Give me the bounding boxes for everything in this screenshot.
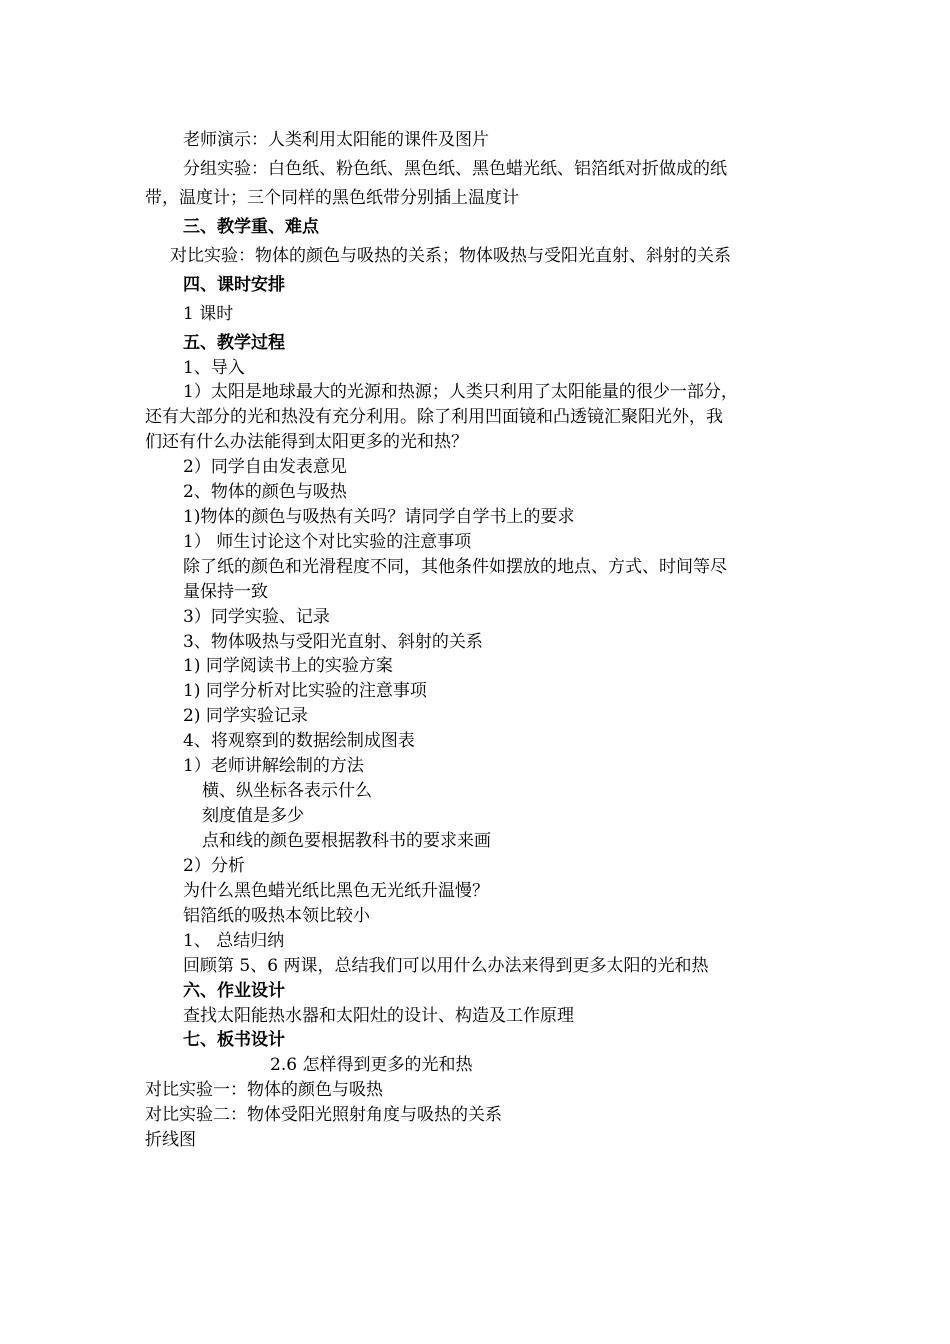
text-line-scale: 刻度值是多少 [202, 806, 304, 826]
text-line-sun-source-cont1: 还有大部分的光和热没有充分利用。除了利用凹面镜和凸透镜汇聚阳光外，我 [145, 407, 723, 427]
text-line-axes: 横、纵坐标各表示什么 [202, 781, 372, 801]
text-line-group-experiment: 分组实验：白色纸、粉色纸、黑色纸、黑色蜡光纸、铝箔纸对折做成的纸 [183, 159, 727, 179]
text-line-summary: 1、 总结归纳 [183, 931, 285, 951]
text-line-why-question: 为什么黑色蜡光纸比黑色无光纸升温慢？ [183, 881, 489, 901]
section-heading-schedule: 四、课时安排 [183, 275, 285, 295]
text-line-schedule: 1 课时 [183, 304, 234, 324]
text-line-colors: 点和线的颜色要根据教科书的要求来画 [202, 831, 491, 851]
text-line-analyze-notes: 1) 同学分析对比实验的注意事项 [183, 681, 427, 701]
text-line-color-heat-question: 1)物体的颜色与吸热有关吗？请同学自学书上的要求 [183, 507, 575, 527]
section-heading-blackboard: 七、板书设计 [183, 1030, 285, 1050]
section-heading-process: 五、教学过程 [183, 333, 285, 353]
text-line-free-opinion: 2）同学自由发表意见 [183, 457, 347, 477]
text-line-read-plan: 1) 同学阅读书上的实验方案 [183, 656, 393, 676]
text-line-discussion: 1） 师生讨论这个对比实验的注意事项 [183, 532, 472, 552]
text-line-conditions-cont: 量保持一致 [183, 582, 268, 602]
text-line-analysis: 2）分析 [183, 856, 245, 876]
text-line-sun-source: 1）太阳是地球最大的光源和热源；人类只利用了太阳能量的很少一部分， [183, 382, 738, 402]
text-line-color-heat: 2、物体的颜色与吸热 [183, 482, 347, 502]
blackboard-line-line-chart: 折线图 [145, 1130, 196, 1150]
section-heading-homework: 六、作业设计 [183, 981, 285, 1001]
blackboard-title: 2.6 怎样得到更多的光和热 [270, 1055, 473, 1075]
section-heading-key-points: 三、教学重、难点 [183, 217, 319, 237]
text-line-sun-source-cont2: 们还有什么办法能得到太阳更多的光和热？ [145, 432, 468, 452]
text-line-foil: 铝箔纸的吸热本领比较小 [183, 906, 370, 926]
text-line-chart-data: 4、将观察到的数据绘制成图表 [183, 731, 415, 751]
text-line-homework: 查找太阳能热水器和太阳灶的设计、构造及工作原理 [183, 1006, 574, 1026]
text-line-review: 回顾第 5、6 两课，总结我们可以用什么办法来得到更多太阳的光和热 [183, 956, 709, 976]
text-line-key-points: 对比实验：物体的颜色与吸热的关系；物体吸热与受阳光直射、斜射的关系 [170, 246, 731, 266]
blackboard-line-experiment-2: 对比实验二：物体受阳光照射角度与吸热的关系 [145, 1105, 502, 1125]
text-line-teacher-explain: 1）老师讲解绘制的方法 [183, 756, 364, 776]
text-line-student-record: 2) 同学实验记录 [183, 706, 308, 726]
text-line-angle-heat: 3、物体吸热与受阳光直射、斜射的关系 [183, 632, 483, 652]
text-line-group-experiment-cont: 带，温度计；三个同样的黑色纸带分别插上温度计 [145, 188, 519, 208]
text-line-experiment-record: 3）同学实验、记录 [183, 607, 330, 627]
text-line-conditions: 除了纸的颜色和光滑程度不同，其他条件如摆放的地点、方式、时间等尽 [183, 557, 727, 577]
blackboard-line-experiment-1: 对比实验一：物体的颜色与吸热 [145, 1080, 383, 1100]
text-line-teacher-demo: 老师演示：人类利用太阳能的课件及图片 [183, 130, 489, 150]
text-line-intro: 1、导入 [183, 358, 245, 378]
